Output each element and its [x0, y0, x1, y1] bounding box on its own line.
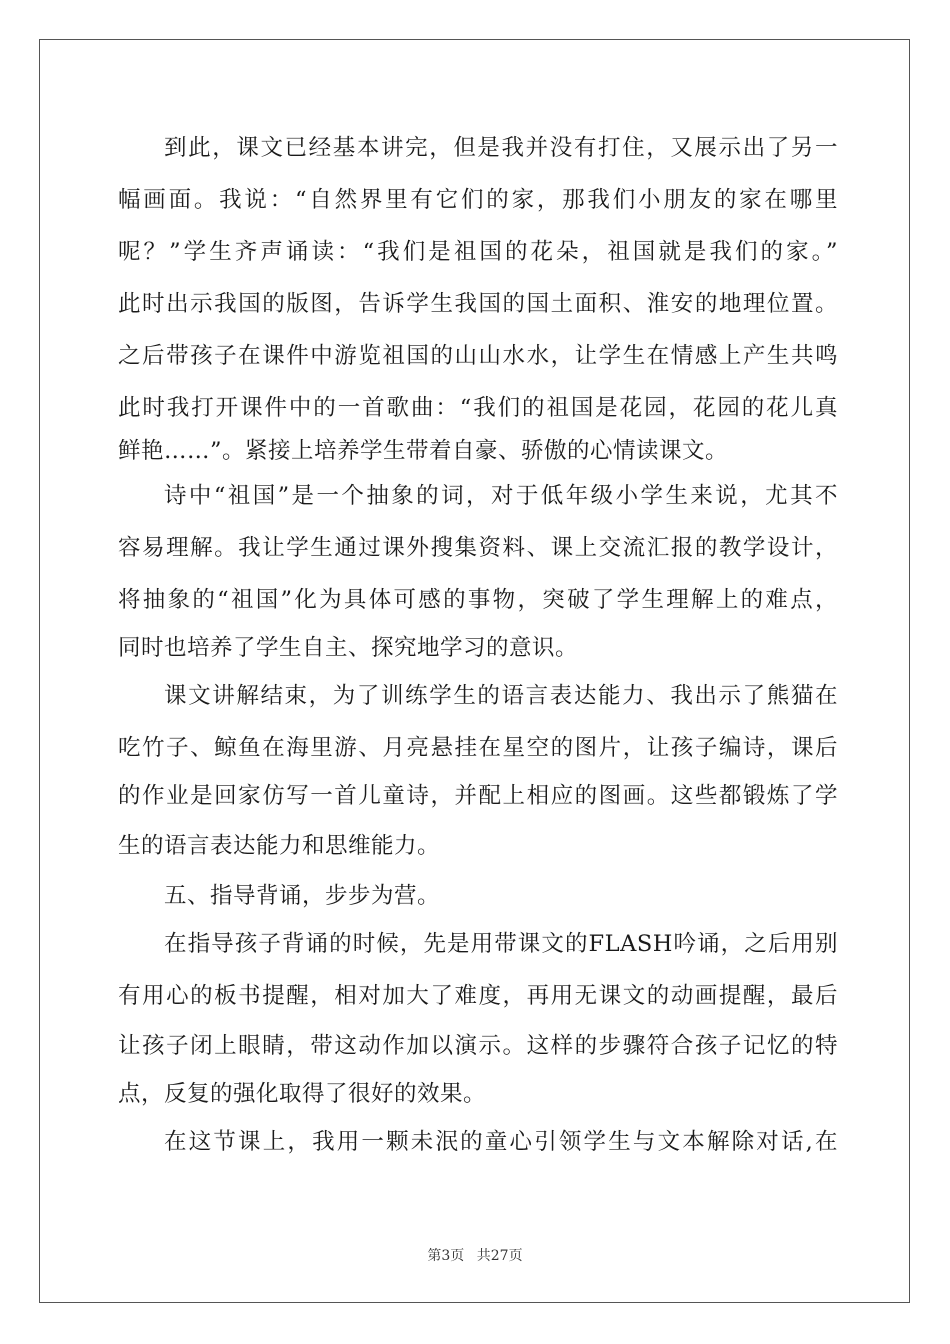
text-line: 的作业是回家仿写一首儿童诗，并配上相应的图画。这些都锻炼了学	[118, 783, 838, 809]
text-line: 鲜艳……”。紧接上培养学生带着自豪、骄傲的心情读课文。	[118, 438, 729, 464]
text-line: 此时出示我国的版图，告诉学生我国的国土面积、淮安的地理位置。	[118, 291, 838, 317]
text-line: 诗中“祖国”是一个抽象的词，对于低年级小学生来说，尤其不	[164, 483, 838, 509]
text-line: 同时也培养了学生自主、探究地学习的意识。	[118, 635, 579, 661]
text-line: 点，反复的强化取得了很好的效果。	[118, 1081, 487, 1107]
text-line: 吃竹子、鲸鱼在海里游、月亮悬挂在星空的图片，让孩子编诗，课后	[118, 735, 838, 761]
text-line: 此时我打开课件中的一首歌曲：“我们的祖国是花园，花园的花儿真	[118, 395, 838, 421]
page-number: 第3页	[427, 1248, 465, 1264]
text-line: 到此，课文已经基本讲完，但是我并没有打住，又展示出了另一	[164, 135, 838, 161]
text-line: 呢？”学生齐声诵读：“我们是祖国的花朵，祖国就是我们的家。”	[118, 239, 838, 265]
text-line: 将抽象的“祖国”化为具体可感的事物，突破了学生理解上的难点，	[118, 587, 838, 613]
page-footer	[0, 1244, 950, 1268]
text-line: 容易理解。我让学生通过课外搜集资料、课上交流汇报的教学设计，	[118, 535, 838, 561]
text-line: 让孩子闭上眼睛，带这动作加以演示。这样的步骤符合孩子记忆的特	[118, 1033, 838, 1059]
text-line: 有用心的板书提醒，相对加大了难度，再用无课文的动画提醒，最后	[118, 983, 838, 1009]
section-heading: 五、指导背诵，步步为营。	[164, 883, 441, 909]
text-line: 幅画面。我说：“自然界里有它们的家，那我们小朋友的家在哪里	[118, 187, 838, 213]
text-line: 课文讲解结束，为了训练学生的语言表达能力、我出示了熊猫在	[164, 683, 838, 709]
text-line: 之后带孩子在课件中游览祖国的山山水水，让学生在情感上产生共鸣	[118, 343, 838, 369]
page-total: 共27页	[476, 1248, 523, 1264]
text-line: 在这节课上，我用一颗未泯的童心引领学生与文本解除对话,在	[164, 1129, 838, 1155]
text-line: 生的语言表达能力和思维能力。	[118, 833, 441, 859]
text-line: 在指导孩子背诵的时候，先是用带课文的FLASH吟诵，之后用别	[164, 931, 838, 957]
